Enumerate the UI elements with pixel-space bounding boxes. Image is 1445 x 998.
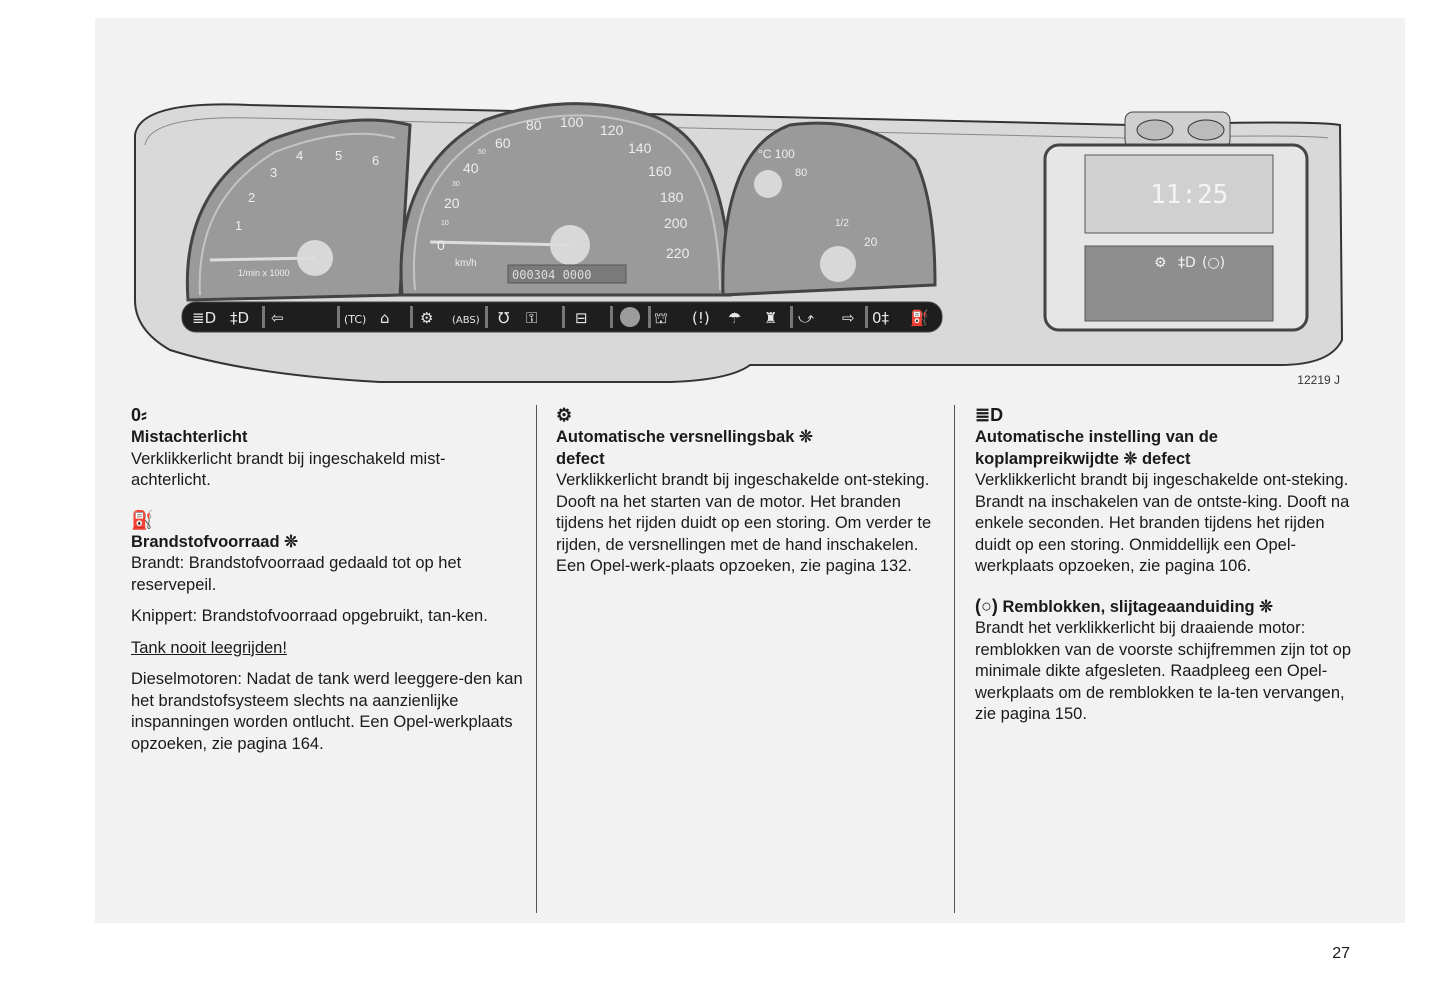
tacho-label-6: 6: [372, 153, 380, 168]
brake-pad-heading: Remblokken, slijtageaanduiding ❊: [1002, 597, 1274, 616]
column-left: [131, 405, 523, 765]
lamp-seatbelt: ♜: [764, 309, 778, 327]
gearbox-heading-line1: Automatische versnellingsbak ❊: [556, 428, 813, 446]
headlamp-heading-line1: Automatische instelling van de: [975, 428, 1218, 446]
headlamp-heading-line2: koplampreikwijdte ❊ defect: [975, 449, 1191, 468]
speedo-label-60: 60: [495, 135, 511, 151]
speedo-label-20: 20: [444, 195, 460, 211]
tacho-unit: 1/min x 1000: [238, 268, 290, 278]
lamp-abs: (ABS): [452, 315, 480, 326]
tacho-label-5: 5: [335, 148, 343, 163]
speedo-inner-50: 50: [478, 149, 486, 156]
brake-pad-icon: (○): [975, 595, 998, 616]
speedo-label-120: 120: [600, 122, 624, 138]
speedo-inner-30: 30: [452, 181, 460, 188]
headlamp-range-icon: ≣D: [975, 405, 1004, 425]
lamp-airbag: ☂: [728, 309, 742, 327]
page-number: 27: [1332, 945, 1350, 962]
lamp-turn-right: ⇨: [842, 309, 855, 327]
lamp-traction-control: (TC): [344, 313, 367, 326]
speedo-label-100: 100: [560, 114, 584, 130]
clock-button-right: [1188, 120, 1224, 140]
fuel-text-on: Brandt: Brandstofvoorraad gedaald tot op het reservepeil.: [131, 554, 462, 594]
rear-fog-text: Verklikkerlicht brandt bij ingeschakeld mist-achterlicht.: [131, 449, 446, 489]
gearbox-heading-line2: defect: [556, 449, 605, 468]
fuel-half-label: 1/2: [835, 218, 849, 229]
info-headlamp-range-icon: ‡D: [1178, 255, 1196, 271]
info-gearbox-icon: ⚙: [1154, 255, 1167, 271]
fuel-pump-icon: ⛽: [131, 509, 154, 530]
speedo-label-140: 140: [628, 140, 652, 156]
speedo-label-200: 200: [664, 215, 688, 231]
speedo-inner-10: 10: [441, 220, 449, 227]
lamp-brake: (!): [692, 309, 710, 327]
info-brake-pad-icon: (○): [1202, 255, 1226, 271]
lamp-turn-left: ⇦: [271, 309, 284, 327]
headlamp-text: Verklikkerlicht brandt bij ingeschakelde ont-steking. Brandt na inschakelen van de ontste-king. Dooft na enkele seconden. Het branden tijdens het rijden duidt op een storing. Onmiddellijk een Opel-werkplaats opzoeken, zie pagina 106.: [975, 471, 1350, 575]
figure-id: 12219 J: [1297, 373, 1340, 387]
clock-readout: 11:25: [1150, 180, 1229, 210]
gearbox-warning-icon: ⚙: [556, 405, 573, 425]
fuel-text-blink: Knippert: Brandstofvoorraad opgebruikt, tan-ken.: [131, 607, 488, 625]
speedo-label-80: 80: [526, 117, 542, 133]
fuel-diesel-text: Dieselmotoren: Nadat de tank werd leeggere-den kan het brandstofsysteem slechts na aanzienlijke inspanningen worden ontlucht. Een Opel-werkplaats opzoeken, zie pagina 164.: [131, 670, 523, 753]
temp-mid-label: 80: [795, 167, 808, 179]
lamp-front-fog: ‡D: [230, 309, 250, 327]
speedo-unit: km/h: [455, 258, 477, 269]
speedo-label-160: 160: [648, 163, 672, 179]
lamp-engine: ⌂: [380, 309, 390, 327]
lamp-gearbox: ⚙: [420, 309, 434, 327]
lamp-oil: ⛫: [654, 309, 668, 327]
tacho-label-4: 4: [296, 148, 304, 163]
instrument-cluster-illustration: [130, 80, 1345, 390]
lamp-immobilizer: ⚿: [526, 309, 538, 327]
fuel-warning: Tank nooit leegrijden!: [131, 638, 287, 657]
speedo-label-220: 220: [666, 245, 690, 261]
lamp-low-beam: ≣D: [192, 309, 217, 327]
tacho-label-2: 2: [248, 190, 256, 205]
speedo-label-180: 180: [660, 189, 684, 205]
brake-pad-heading-row: [975, 596, 1360, 619]
lamp-cruise: ⤻: [798, 309, 815, 327]
rear-fog-light-icon: 0⸗: [131, 405, 148, 425]
lamp-battery: ⊟: [575, 309, 588, 327]
tacho-label-1: 1: [235, 218, 243, 233]
fuel-heading: Brandstofvoorraad ❊: [131, 532, 298, 551]
rear-fog-heading: Mistachterlicht: [131, 428, 248, 446]
temp-label: °C 100: [758, 147, 795, 161]
fuel-20-label: 20: [864, 235, 878, 249]
column-divider-1: [536, 405, 537, 913]
lamp-blank: [620, 307, 640, 327]
gearbox-text: Verklikkerlicht brandt bij ingeschakelde ont-steking. Dooft na het starten van de motor. Het branden tijdens het rijden duidt op een storing. Om verder te rijden, de versnellingen met de hand inschakelen. Een Opel-werk-plaats opzoeken, zie pagina 132.: [556, 471, 932, 575]
lamp-rear-fog: 0‡: [872, 309, 890, 327]
brake-pad-text: Brandt het verklikkerlicht bij draaiende motor: remblokken van de voorste schijfremmen zijn tot op minimale dikte afgesleten. Raadpleeg een Opel-werkplaats om de remblokken te la-ten vervangen, zie pagina 150.: [975, 619, 1352, 723]
clock-button-left: [1137, 120, 1173, 140]
speedo-label-0: 0: [437, 237, 445, 253]
lamp-preheat: ℧: [498, 309, 510, 327]
column-divider-2: [954, 405, 955, 913]
odometer-readout: 000304 0000: [512, 268, 592, 282]
column-middle: [556, 405, 934, 578]
temp-hub: [754, 170, 782, 198]
tacho-label-3: 3: [270, 165, 278, 180]
column-right: [975, 405, 1360, 726]
fuel-hub: [820, 246, 856, 282]
lamp-fuel: ⛽: [910, 309, 929, 327]
speedo-label-40: 40: [463, 160, 479, 176]
